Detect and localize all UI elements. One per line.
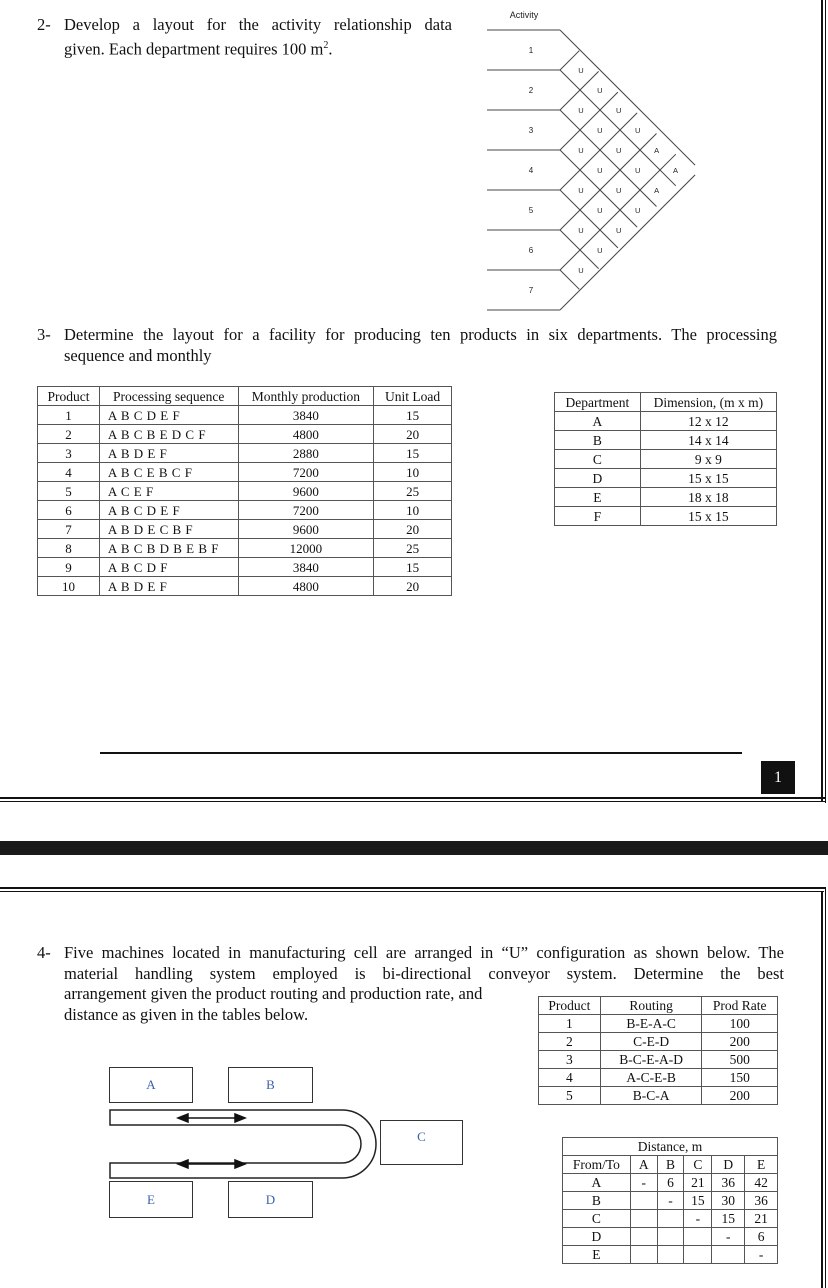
- table-cell: 9600: [238, 482, 374, 501]
- table-cell: 20: [374, 520, 452, 539]
- table-cell: [657, 1228, 684, 1246]
- table-cell: 10: [38, 577, 100, 596]
- page-border-right: [821, 891, 823, 1288]
- question-text-line: material handling system employed is bi-directional conveyor system. Determine the best: [64, 963, 784, 983]
- table-cell: [684, 1246, 712, 1264]
- question-text-line: Determine the layout for a facility for producing ten products in six departments. The processing: [64, 325, 777, 344]
- table-cell: 15: [374, 406, 452, 425]
- table-cell: 5: [539, 1087, 601, 1105]
- table-cell: 2: [38, 425, 100, 444]
- column-header: A: [630, 1156, 657, 1174]
- chart-diagonal: [560, 230, 599, 269]
- table-row: [539, 1069, 778, 1087]
- table-cell: 200: [702, 1087, 778, 1105]
- table-cell: [684, 1228, 712, 1246]
- chart-row-label: 5: [528, 206, 534, 215]
- table-cell: A B C D E F: [99, 406, 238, 425]
- u-conveyor: [100, 1100, 380, 1190]
- table-row: [563, 1246, 778, 1264]
- table-cell: B-C-E-A-D: [600, 1051, 702, 1069]
- table-cell: 18 x 18: [640, 488, 776, 507]
- machine-e: E: [109, 1181, 193, 1218]
- chart-row-label: 1: [528, 46, 534, 55]
- relationship-code: U: [597, 206, 603, 215]
- footer-rule: [100, 752, 742, 754]
- relationship-code: U: [634, 166, 641, 175]
- table-cell: [712, 1246, 745, 1264]
- table-row: [539, 1051, 778, 1069]
- table-row: [539, 1087, 778, 1105]
- table-cell: -: [630, 1174, 657, 1192]
- product-table: [37, 386, 452, 596]
- table-cell: F: [555, 507, 641, 526]
- table-row: [38, 482, 452, 501]
- question-text-line: Five machines located in manufacturing cell are arranged in “U” configuration as shown below. The: [64, 943, 784, 962]
- table-cell: E: [563, 1246, 631, 1264]
- relationship-code: U: [578, 106, 584, 115]
- table-title-row: [563, 1138, 778, 1156]
- table-row: [555, 488, 777, 507]
- table-cell: 150: [702, 1069, 778, 1087]
- table-cell: B: [563, 1192, 631, 1210]
- table-cell: 100: [702, 1015, 778, 1033]
- relationship-code: U: [578, 266, 584, 275]
- table-cell: 20: [374, 577, 452, 596]
- column-header: Department: [555, 393, 641, 412]
- table-cell: B-C-A: [600, 1087, 702, 1105]
- chart-row-label: 6: [528, 246, 534, 255]
- relationship-code: U: [597, 246, 603, 255]
- column-header: From/To: [563, 1156, 631, 1174]
- table-row: [38, 444, 452, 463]
- table-cell: 12000: [238, 539, 374, 558]
- table-cell: A C E F: [99, 482, 238, 501]
- table-cell: 5: [38, 482, 100, 501]
- relationship-code: U: [578, 66, 584, 75]
- machine-c: C: [380, 1120, 463, 1165]
- table-cell: -: [745, 1246, 778, 1264]
- chart-row-label: 3: [528, 126, 534, 135]
- table-cell: 36: [712, 1174, 745, 1192]
- page-border-right: [821, 0, 823, 801]
- question-text-line: Develop a layout for the activity relationship data: [64, 15, 452, 34]
- table-cell: 36: [745, 1192, 778, 1210]
- activity-relationship-chart: [485, 0, 775, 320]
- table-cell: 20: [374, 425, 452, 444]
- table-cell: 9600: [238, 520, 374, 539]
- table-cell: B: [555, 431, 641, 450]
- table-cell: 21: [745, 1210, 778, 1228]
- table-row: [555, 431, 777, 450]
- table-cell: 2: [539, 1033, 601, 1051]
- table-cell: 3840: [238, 558, 374, 577]
- table-cell: 12 x 12: [640, 412, 776, 431]
- table-cell: 2880: [238, 444, 374, 463]
- page-border-bottom-inner: [0, 801, 826, 802]
- relationship-code: A: [672, 166, 679, 175]
- table-cell: 4: [38, 463, 100, 482]
- relationship-code: U: [615, 186, 622, 195]
- table-cell: A B C D F: [99, 558, 238, 577]
- table-cell: 9 x 9: [640, 450, 776, 469]
- table-row: [38, 539, 452, 558]
- table-row: [563, 1192, 778, 1210]
- table-row: [38, 577, 452, 596]
- table-cell: A B C B D B E B F: [99, 539, 238, 558]
- table-header-row: [555, 393, 777, 412]
- chart-row-label: 4: [528, 166, 534, 175]
- table-cell: A B D E F: [99, 444, 238, 463]
- question-3: [37, 325, 777, 366]
- question-text-line: arrangement given the product routing and production rate, and: [64, 984, 483, 1003]
- table-cell: 15: [712, 1210, 745, 1228]
- distance-table: [562, 1137, 778, 1264]
- chart-row-label: 2: [528, 86, 534, 95]
- table-cell: 3: [38, 444, 100, 463]
- column-header: Prod Rate: [702, 997, 778, 1015]
- department-table: [554, 392, 777, 526]
- question-number: 2-: [37, 15, 51, 34]
- machine-b: B: [228, 1067, 313, 1103]
- chart-diagonal: [560, 110, 660, 207]
- page-border-top-inner: [0, 891, 824, 892]
- column-header: Monthly production: [238, 387, 374, 406]
- table-cell: -: [712, 1228, 745, 1246]
- table-cell: A-C-E-B: [600, 1069, 702, 1087]
- table-cell: 15: [374, 558, 452, 577]
- table-header-row: [38, 387, 452, 406]
- table-cell: -: [684, 1210, 712, 1228]
- table-cell: 1: [38, 406, 100, 425]
- table-cell: 8: [38, 539, 100, 558]
- chart-diagonal: [560, 71, 599, 110]
- table-cell: [630, 1210, 657, 1228]
- table-row: [38, 501, 452, 520]
- machine-d: D: [228, 1181, 313, 1218]
- relationship-code: U: [615, 226, 622, 235]
- table-row: [38, 558, 452, 577]
- relationship-code: U: [578, 146, 584, 155]
- table-cell: [630, 1192, 657, 1210]
- column-header: D: [712, 1156, 745, 1174]
- table-cell: 10: [374, 463, 452, 482]
- chart-diagonal: [560, 175, 695, 310]
- table-cell: -: [657, 1192, 684, 1210]
- table-cell: 3: [539, 1051, 601, 1069]
- chart-diagonal: [560, 113, 637, 190]
- table-cell: C-E-D: [600, 1033, 702, 1051]
- machine-a: A: [109, 1067, 193, 1103]
- column-header: B: [657, 1156, 684, 1174]
- conveyor-outline: [110, 1110, 376, 1178]
- table-row: [38, 520, 452, 539]
- relationship-code: U: [597, 166, 603, 175]
- table-cell: 25: [374, 539, 452, 558]
- table-cell: 25: [374, 482, 452, 501]
- table-cell: A B C E B C F: [99, 463, 238, 482]
- table-cell: A B C D E F: [99, 501, 238, 520]
- table-cell: 21: [684, 1174, 712, 1192]
- table-cell: C: [563, 1210, 631, 1228]
- table-cell: 15 x 15: [640, 469, 776, 488]
- table-row: [563, 1210, 778, 1228]
- table-cell: 42: [745, 1174, 778, 1192]
- table-row: [555, 507, 777, 526]
- table-cell: 1: [539, 1015, 601, 1033]
- question-number: 4-: [37, 943, 51, 962]
- table-cell: C: [555, 450, 641, 469]
- table-row: [555, 412, 777, 431]
- relationship-code: U: [578, 226, 584, 235]
- chart-diagonal: [560, 134, 660, 231]
- table-cell: E: [555, 488, 641, 507]
- table-cell: 500: [702, 1051, 778, 1069]
- table-row: [563, 1174, 778, 1192]
- table-cell: 200: [702, 1033, 778, 1051]
- table-row: [38, 406, 452, 425]
- table-cell: A B C B E D C F: [99, 425, 238, 444]
- relationship-code: U: [597, 126, 603, 135]
- table-cell: 4800: [238, 425, 374, 444]
- chart-diagonal: [560, 51, 579, 70]
- page-number: 1: [774, 769, 782, 786]
- column-header: Dimension, (m x m): [640, 393, 776, 412]
- routing-table: [538, 996, 778, 1105]
- table-cell: 7: [38, 520, 100, 539]
- question-text-line: distance as given in the tables below.: [64, 1004, 309, 1024]
- table-row: [539, 1033, 778, 1051]
- relationship-code: U: [634, 206, 641, 215]
- column-header: Product: [38, 387, 100, 406]
- table-cell: [657, 1210, 684, 1228]
- question-number: 3-: [37, 325, 51, 344]
- column-header: E: [745, 1156, 778, 1174]
- chart-row-label: 7: [528, 286, 534, 295]
- table-row: [555, 450, 777, 469]
- table-cell: 30: [712, 1192, 745, 1210]
- chart-diagonal: [560, 150, 637, 227]
- chart-diagonal: [560, 30, 695, 165]
- table-cell: D: [555, 469, 641, 488]
- relationship-code: U: [615, 146, 622, 155]
- table-cell: 10: [374, 501, 452, 520]
- column-header: Product: [539, 997, 601, 1015]
- column-header: Unit Load: [374, 387, 452, 406]
- table-cell: A B D E F: [99, 577, 238, 596]
- table-row: [539, 1015, 778, 1033]
- table-row: [38, 425, 452, 444]
- table-row: [38, 463, 452, 482]
- page-border-right-inner: [825, 0, 826, 803]
- table-cell: [630, 1228, 657, 1246]
- table-cell: A: [555, 412, 641, 431]
- table-cell: B-E-A-C: [600, 1015, 702, 1033]
- question-text-line: sequence and monthly: [64, 345, 212, 365]
- relationship-code: U: [597, 86, 603, 95]
- table-cell: 6: [657, 1174, 684, 1192]
- table-cell: 15 x 15: [640, 507, 776, 526]
- page-separator: [0, 841, 828, 855]
- question-2: [37, 15, 452, 60]
- page-border-right-inner: [825, 887, 826, 1288]
- chart-codes: [578, 66, 678, 275]
- table-cell: 14 x 14: [640, 431, 776, 450]
- chart-diagonal: [560, 270, 579, 289]
- table-cell: 3840: [238, 406, 374, 425]
- table-header-row: [539, 997, 778, 1015]
- table-row: [563, 1228, 778, 1246]
- chart-title: Activity: [509, 10, 539, 20]
- table-cell: 4800: [238, 577, 374, 596]
- table-cell: 4: [539, 1069, 601, 1087]
- chart-row-labels: [529, 46, 534, 295]
- table-cell: 15: [684, 1192, 712, 1210]
- chart-grid: [487, 30, 695, 310]
- table-cell: 15: [374, 444, 452, 463]
- table-cell: 6: [38, 501, 100, 520]
- column-header: Processing sequence: [99, 387, 238, 406]
- table-cell: A B D E C B F: [99, 520, 238, 539]
- page-border-bottom: [0, 797, 826, 799]
- relationship-code: U: [634, 126, 641, 135]
- table-cell: [630, 1246, 657, 1264]
- table-cell: 7200: [238, 501, 374, 520]
- relationship-code: A: [654, 186, 660, 195]
- table-cell: A: [563, 1174, 631, 1192]
- table-cell: D: [563, 1228, 631, 1246]
- table-header-row: [563, 1156, 778, 1174]
- question-text-line: given. Each department requires 100 $m^2$.: [64, 39, 333, 58]
- page-number-box: [761, 761, 795, 794]
- table-cell: 9: [38, 558, 100, 577]
- relationship-code: U: [578, 186, 584, 195]
- table-cell: [657, 1246, 684, 1264]
- table-cell: 7200: [238, 463, 374, 482]
- page-border-top: [0, 887, 826, 889]
- relationship-code: A: [654, 146, 660, 155]
- table-row: [555, 469, 777, 488]
- relationship-code: U: [615, 106, 622, 115]
- column-header: C: [684, 1156, 712, 1174]
- table-cell: 6: [745, 1228, 778, 1246]
- table-title: Distance, m: [563, 1138, 778, 1156]
- column-header: Routing: [600, 997, 702, 1015]
